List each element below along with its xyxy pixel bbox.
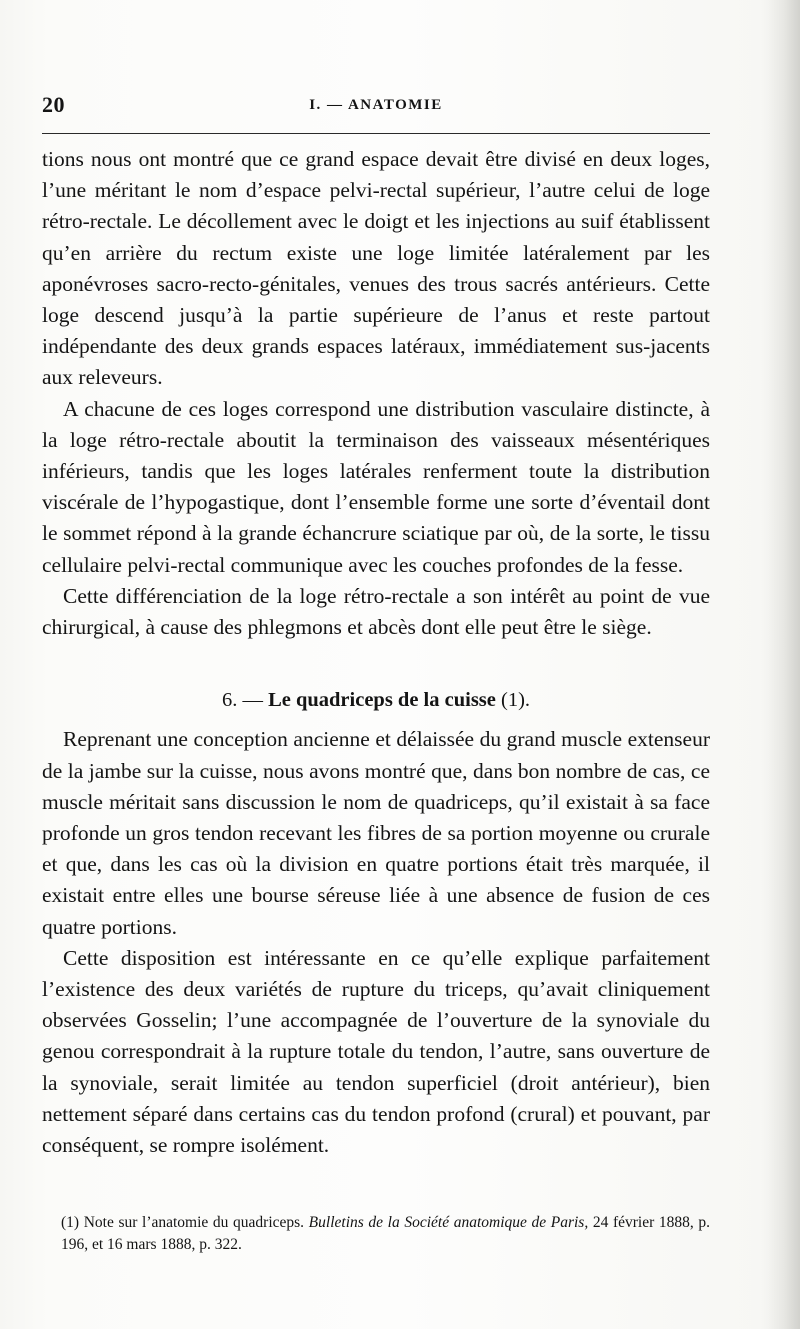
footnote-reference: (1). <box>501 689 531 712</box>
running-head <box>42 92 710 122</box>
footnote-journal: Bulletins de la Société anatomique de Paris, <box>308 1214 589 1231</box>
section-heading <box>42 685 710 716</box>
body-text <box>42 144 710 1161</box>
page-number: 20 <box>42 92 65 117</box>
footnote <box>42 1212 710 1256</box>
paragraph-quadriceps-conception: Reprenant une conception ancienne et délaissée du grand muscle extenseur de la jambe sur la cuisse, nous avons montré que, dans bon nombre de cas, ce muscle méritait sans discussion le nom de quadriceps, qu’il existait à sa face profonde un gros tendon recevant les fibres de sa portion moyenne ou crurale et que, dans les cas où la division en quatre portions était très marquée, il existait entre elles une bourse séreuse liée à une absence de fusion de ces quatre portions. <box>42 727 710 939</box>
paragraph-continued: tions nous ont montré que ce grand espace devait être divisé en deux loges, l’une méritant le nom d’espace pelvi-rectal supérieur, l’autre celui de loge rétro-rectale. Le décollement avec le doigt et les injections au suif établissent qu’en arrière du rectum existe une loge limitée latéralement par les aponévroses sacro-recto-génitales, venues des trous sacrés antérieurs. Cette loge descend jusqu’à la partie supérieure de l’anus et reste partout indépendante des deux grands espaces latéraux, immédiatement sus-jacents aux releveurs. <box>42 147 710 390</box>
running-title: I. — ANATOMIE <box>309 97 443 113</box>
footnote-text: Note sur l’anatomie du quadriceps. <box>83 1214 305 1231</box>
section-number: 6. — <box>221 689 263 712</box>
header-rule <box>42 133 710 134</box>
section-title: Le quadriceps de la cuisse <box>268 689 496 712</box>
paragraph-surgical-interest: Cette différenciation de la loge rétro-rectale a son intérêt au point de vue chirurgical, à cause des phlegmons et abcès dont elle peut être le siège. <box>42 583 710 640</box>
paragraph-rupture-varieties: Cette disposition est intéressante en ce qu’elle explique parfaitement l’existence des deux variétés de rupture du triceps, qu’avait cliniquement observées Gosselin; l’une accompagnée de l’ouverture de la synoviale du genou correspondrait à la rupture totale du tendon, l’autre, sans ouverture de la synoviale, serait limitée au tendon superficiel (droit antérieur), bien nettement séparé dans certains cas du tendon profond (crural) et pouvant, par conséquent, se rompre isolément. <box>42 945 710 1158</box>
paragraph-vascular-distribution: A chacune de ces loges correspond une distribution vasculaire distincte, à la loge rétro-rectale aboutit la terminaison des vaisseaux mésentériques inférieurs, tandis que les loges latérales renferment toute la distribution viscérale de l’hypogastique, dont l’ensemble forme une sorte d’éventail dont le sommet répond à la grande échancrure sciatique par où, de la sorte, le tissu cellulaire pelvi-rectal communique avec les couches profondes de la fesse. <box>42 396 710 577</box>
footnote-body <box>42 1212 710 1256</box>
footnote-details: 24 février 1888, p. 196, et 16 mars 1888, p. 322. <box>61 1214 711 1253</box>
footnote-marker: (1) <box>61 1214 80 1231</box>
page-edge-shadow <box>760 0 800 1329</box>
